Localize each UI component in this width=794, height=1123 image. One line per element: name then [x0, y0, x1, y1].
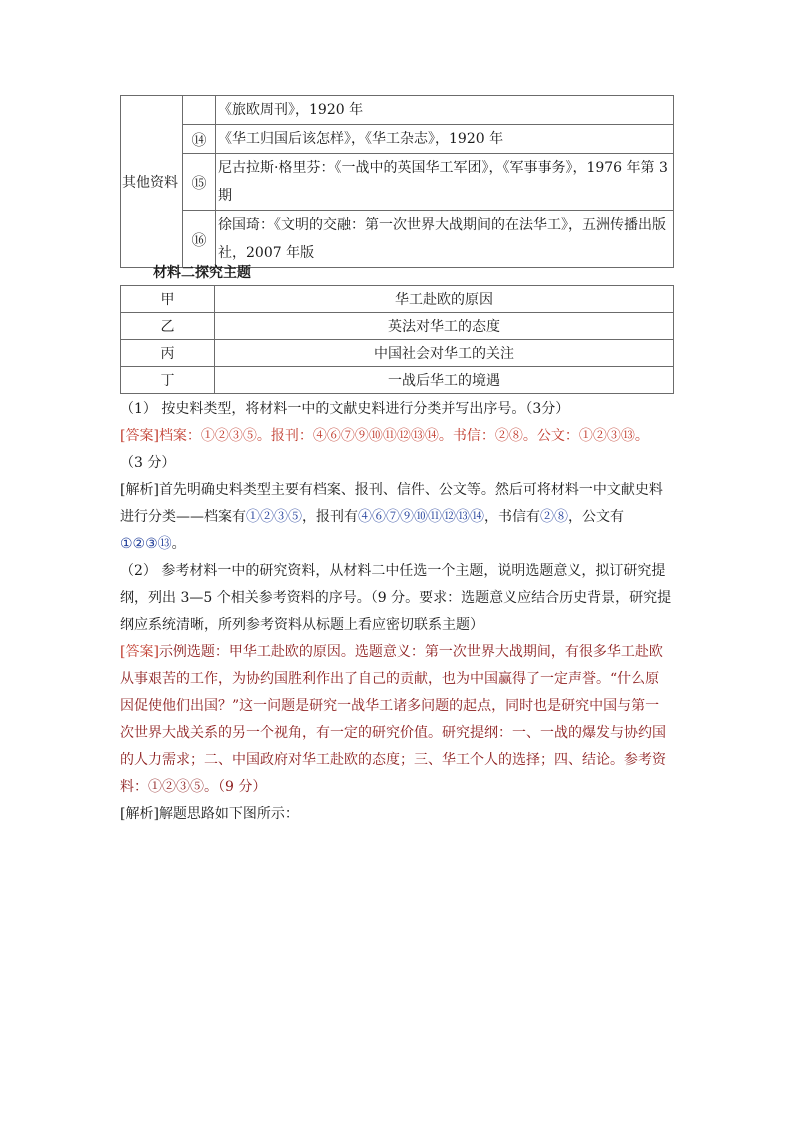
topic-value: 中国社会对华工的关注: [215, 340, 674, 367]
topic-value: 英法对华工的态度: [215, 313, 674, 340]
answer-2: [120, 639, 676, 801]
question-2: [120, 558, 676, 639]
topic-value: 华工赴欧的原因: [215, 286, 674, 313]
topic-value: 一战后华工的境遇: [215, 367, 674, 394]
row-number: ⑭: [183, 125, 216, 154]
question-text: 纲，列出 3—5 个相关参考资料的序号。（9 分。要求：选题意义应结合历史背景，研究提: [120, 590, 672, 606]
explanation-1: [120, 477, 676, 558]
answer-text: 从事艰苦的工作，为协约国胜利作出了自己的贡献，也为中国赢得了一定声誉。“什么原: [120, 671, 660, 687]
category-cell: 其他资料: [121, 96, 183, 268]
question-text: 纲应系统清晰，所列参考资料从标题上看应密切联系主题）: [120, 617, 484, 633]
press-numbers: ④⑥⑦⑨⑩⑪⑫⑬⑭: [358, 509, 484, 525]
explanation-text: 。: [171, 536, 186, 552]
row-number: ⑯: [183, 211, 216, 268]
answer-label: [答案]: [120, 428, 159, 444]
answer-label: [答案]: [120, 644, 159, 660]
row-text: 《华工归国后该怎样》，《华工杂志》，1920 年: [216, 125, 674, 154]
row-text: 徐国琦：《文明的交融：第一次世界大战期间的在法华工》，五洲传播出版社，2007 年版: [216, 211, 674, 268]
answer-text: 档案：①②③⑤。报刊：④⑥⑦⑨⑩⑪⑫⑬⑭。书信：②⑧。公文：①②③⑬。: [158, 428, 649, 444]
explanation-text: 进行分类——档案有: [120, 509, 246, 525]
explanation-label: [解析]: [120, 482, 159, 498]
answer-text: 的人力需求；二、中国政府对华工赴欧的态度；三、华工个人的选择；四、结论。参考资: [120, 752, 666, 768]
docs-numbers: ①②③⑬: [120, 536, 172, 552]
answer-text: 因促使他们出国？”这一问题是研究一战华工诸多问题的起点，同时也是研究中国与第一: [120, 698, 660, 714]
row-text: 《旅欧周刊》，1920 年: [216, 96, 674, 125]
letters-numbers: ②⑧: [540, 509, 568, 525]
topic-key: 乙: [121, 313, 215, 340]
topic-key: 丁: [121, 367, 215, 394]
question-text: （2） 参考材料一中的研究资料，从材料二中任选一个主题，说明选题意义，拟订研究提: [120, 563, 666, 579]
answer-1: [120, 423, 676, 477]
question-1: （1） 按史料类型，将材料一中的文献史料进行分类并写出序号。（3分）: [120, 401, 570, 417]
explanation-text: ，书信有: [484, 509, 540, 525]
answer-score: （3 分）: [120, 455, 176, 471]
topic-key: 甲: [121, 286, 215, 313]
explanation-text: 首先明确史料类型主要有档案、报刊、信件、公文等。然后可将材料一中文献史料: [158, 482, 663, 498]
explanation-text: 解题思路如下图所示：: [158, 806, 299, 822]
explanation-text: ，报刊有: [302, 509, 358, 525]
topic-key: 丙: [121, 340, 215, 367]
explanation-text: ，公文有: [568, 509, 624, 525]
explanation-2: [120, 801, 676, 828]
row-text: 尼古拉斯·格里芬：《一战中的英国华工军团》，《军事事务》，1976 年第 3期: [216, 154, 674, 211]
row-number: [183, 96, 216, 125]
answer-text: 次世界大战关系的另一个视角，有一定的研究价值。研究提纲：一、一战的爆发与协约国: [120, 725, 666, 741]
material2-title: 材料二探究主题: [153, 265, 251, 281]
answer-text: 料：①②③⑤。（9 分）: [120, 779, 267, 795]
materials-table: [120, 95, 674, 268]
answer-text: 示例选题：甲华工赴欧的原因。选题意义：第一次世界大战期间，有很多华工赴欧: [158, 644, 663, 660]
row-number: ⑮: [183, 154, 216, 211]
explanation-label: [解析]: [120, 806, 159, 822]
topics-table: [120, 285, 674, 394]
archives-numbers: ①②③⑤: [246, 509, 302, 525]
